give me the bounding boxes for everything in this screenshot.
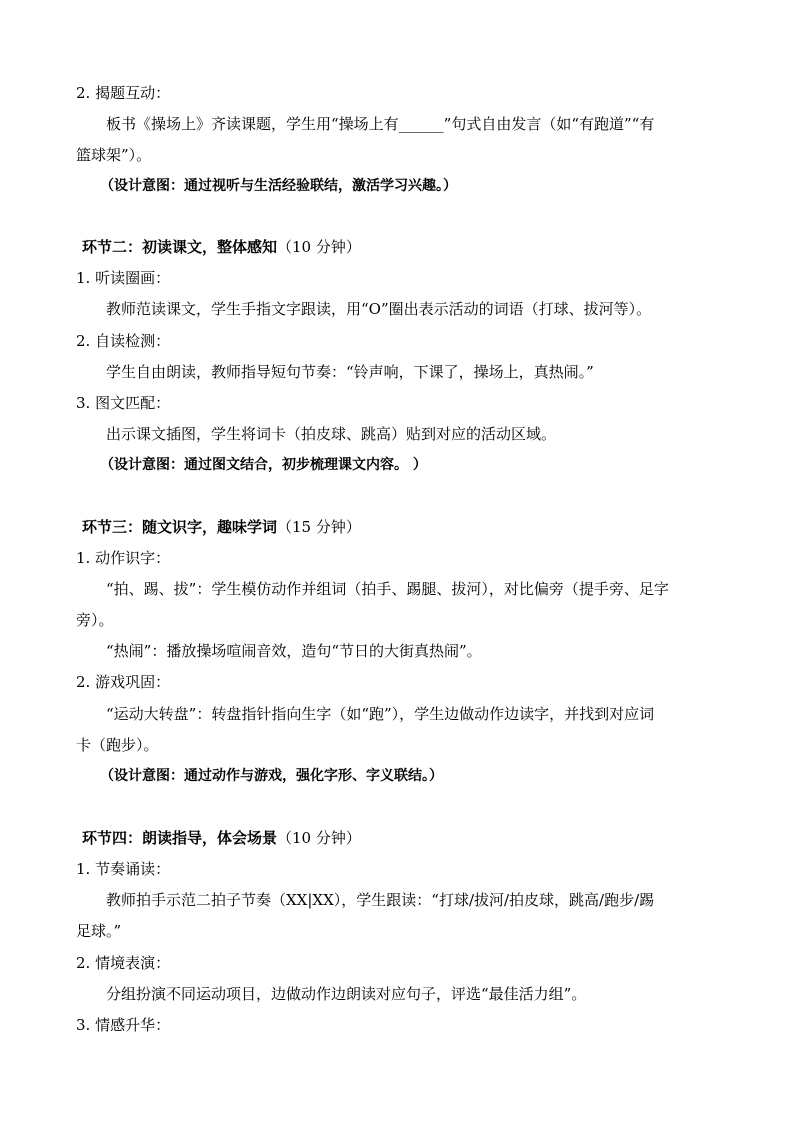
item-title: 1. 节奏诵读： <box>76 860 171 878</box>
section-heading <box>82 237 361 257</box>
section-heading <box>82 517 361 537</box>
paragraph: “热闹”：播放操场喧闹音效，造句“节日的大街真热闹”。 <box>106 642 482 660</box>
paragraph: 旁）。 <box>76 611 114 629</box>
section-duration: （10 分钟） <box>277 829 361 847</box>
item-title: 1. 动作识字： <box>76 549 171 567</box>
paragraph: 学生自由朗读，教师指导短句节奏：“铃声响，下课了，操场上，真热闹。” <box>106 363 594 381</box>
paragraph: 足球。” <box>76 922 122 940</box>
section-title: 环节二：初读课文，整体感知 <box>82 238 278 256</box>
paragraph: 卡（跑步）。 <box>76 736 159 754</box>
section-title: 环节三：随文识字，趣味学词 <box>82 518 278 536</box>
section-title: 环节四：朗读指导，体会场景 <box>82 829 278 847</box>
item-title: 3. 情感升华： <box>76 1016 171 1034</box>
item-title: 1. 听读圈画： <box>76 269 171 287</box>
paragraph: 板书《操场上》齐读课题，学生用“操场上有______”句式自由发言（如“有跑道”“有 <box>106 115 655 133</box>
item-title: 2. 游戏巩固： <box>76 673 171 691</box>
paragraph: “运动大转盘”：转盘指针指向生字（如“跑”），学生边做动作边读字，并找到对应词 <box>106 705 655 723</box>
item-title: 3. 图文匹配： <box>76 394 171 412</box>
section-duration: （15 分钟） <box>277 518 361 536</box>
paragraph: 教师拍手示范二拍子节奏（XX|XX），学生跟读：“打球/拔河/拍皮球，跳高/跑步/踢 <box>106 891 655 909</box>
section-heading <box>82 828 361 848</box>
design-intent-note: （设计意图：通过图文结合，初步梳理课文内容。 ） <box>100 457 427 473</box>
paragraph: 教师范读课文，学生手指文字跟读，用“O”圈出表示活动的词语（打球、拔河等）。 <box>106 300 652 318</box>
design-intent-note: （设计意图：通过视听与生活经验联结，激活学习兴趣。） <box>100 178 457 194</box>
section-duration: （10 分钟） <box>277 238 361 256</box>
item-title: 2. 情境表演： <box>76 954 171 972</box>
paragraph: 篮球架”）。 <box>76 146 152 164</box>
paragraph: 出示课文插图，学生将词卡（拍皮球、跳高）贴到对应的活动区域。 <box>106 425 557 443</box>
paragraph: 分组扮演不同运动项目，边做动作边朗读对应句子，评选“最佳活力组”。 <box>106 985 587 1003</box>
design-intent-note: （设计意图：通过动作与游戏，强化字形、字义联结。） <box>100 768 443 784</box>
item-title: 2. 揭题互动： <box>76 84 171 102</box>
item-title: 2. 自读检测： <box>76 332 171 350</box>
paragraph: “拍、踢、拔”：学生模仿动作并组词（拍手、踢腿、拔河），对比偏旁（提手旁、足字 <box>106 580 669 598</box>
